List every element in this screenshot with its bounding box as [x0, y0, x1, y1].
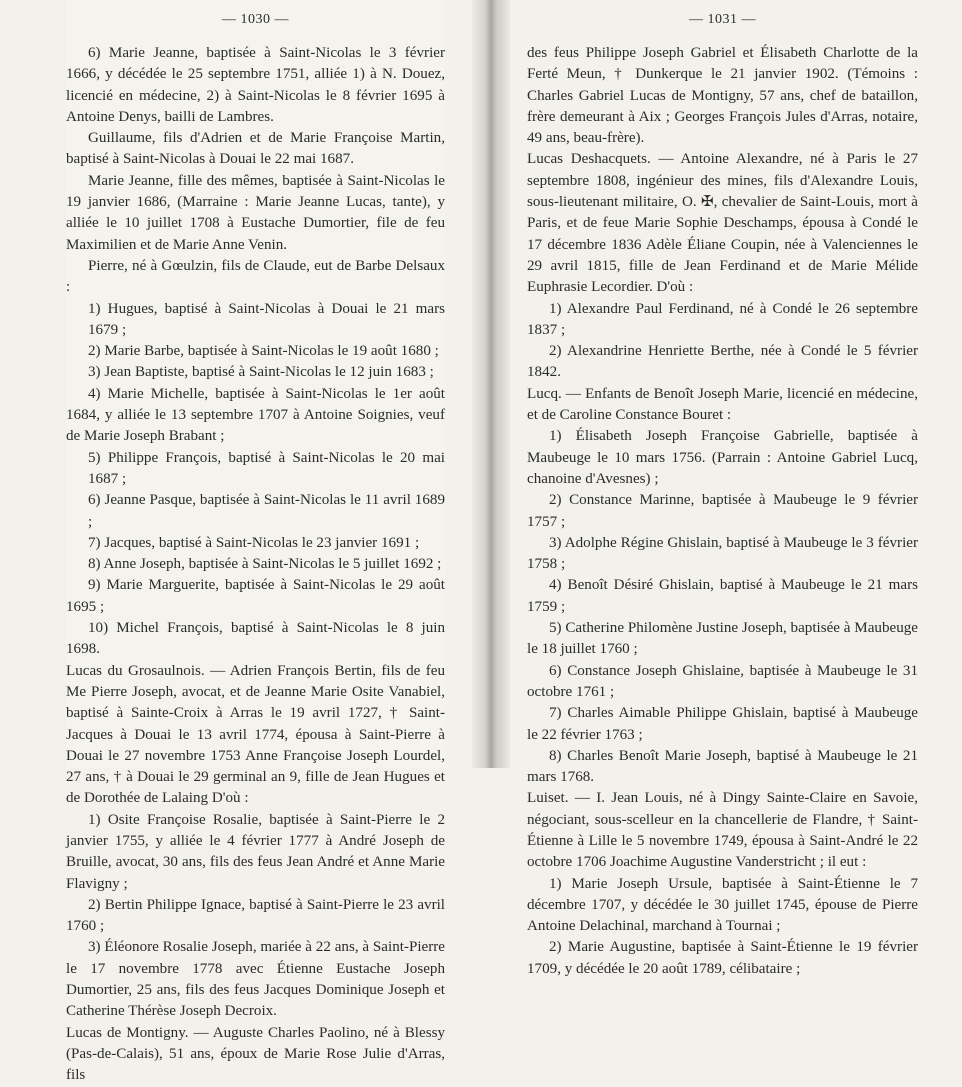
list-item: 3) Éléonore Rosalie Joseph, mariée à 22 ans, à Saint-Pierre le 17 novembre 1778 avec Étienne Eustache Joseph Dumortier, 25 ans, fils des feus Jacques Dominique Joseph et Catherine Thérèse Joseph Decroix. — [66, 939, 445, 1020]
entry-heading-paragraph: Lucas du Grosaulnois. — Adrien François Bertin, fils de feu Me Pierre Joseph, avocat, et de Jeanne Marie Osite Vanabiel, baptisé à Sainte-Croix à Arras le 19 avril 1727, † Saint-Jacques à Douai le 13 avril 1774, épousa à Saint-Pierre à Douai le 27 novembre 1753 Anne Françoise Joseph Lourdel, 27 ans, † à Douai le 29 germinal an 9, fille de Jean Hugues et de Dorothée de Lalaing D'où : — [66, 662, 445, 807]
entry-paragraph: Marie Jeanne, fille des mêmes, baptisée à Saint-Nicolas le 19 janvier 1686, (Marraine : Marie Jeanne Lucas, tante), y alliée le 10 juillet 1708 à Eustache Dumortier, file de feu Maximilien et de Marie Anne Venin. — [66, 172, 445, 253]
page-number-right: — 1031 — — [689, 12, 756, 27]
entry-paragraph: Guillaume, fils d'Adrien et de Marie Françoise Martin, baptisé à Saint-Nicolas à Douai le 22 mai 1687. — [66, 130, 445, 168]
list-item: 3) Adolphe Régine Ghislain, baptisé à Maubeuge le 3 février 1758 ; — [527, 534, 918, 573]
entry-paragraph: 6) Marie Jeanne, baptisée à Saint-Nicolas le 3 février 1666, y décédée le 25 septembre 1751, alliée 1) à N. Douez, licencié en médecine, 2) à Saint-Nicolas le 8 février 1695 à Antoine Denys, bailli de Lambres. — [66, 45, 445, 125]
list-item: 2) Bertin Philippe Ignace, baptisé à Saint-Pierre le 23 avril 1760 ; — [66, 896, 445, 935]
right-page — [527, 0, 918, 977]
entry-paragraph: des feus Philippe Joseph Gabriel et Élisabeth Charlotte de la Ferté Meun, † Dunkerque le 21 janvier 1902. (Témoins : Charles Gabriel Lucas de Montigny, 57 ans, chef de bataillon, frère demeurant à Aix ; Georges François Jules d'Arras, notaire, 49 ans, beau-frère). — [527, 45, 918, 147]
list-item: 10) Michel François, baptisé à Saint-Nicolas le 8 juin 1698. — [66, 620, 445, 658]
list-item: 9) Marie Marguerite, baptisée à Saint-Nicolas le 29 août 1695 ; — [66, 577, 445, 615]
list-item: 8) Anne Joseph, baptisée à Saint-Nicolas le 5 juillet 1692 ; — [88, 556, 442, 573]
list-item: 4) Benoît Désiré Ghislain, baptisé à Maubeuge le 21 mars 1759 ; — [527, 577, 918, 615]
list-item: 4) Marie Michelle, baptisée à Saint-Nicolas le 1er août 1684, y alliée le 13 septembre 1707 à Antoine Soignies, veuf de Marie Joseph Brabant ; — [66, 385, 445, 445]
entry-paragraph: Pierre, né à Gœulzin, fils de Claude, eut de Barbe Delsaux : — [66, 257, 445, 296]
entry-heading-paragraph: Lucas de Montigny. — Auguste Charles Paolino, né à Blessy (Pas-de-Calais), 51 ans, époux de Marie Rose Julie d'Arras, fils — [66, 1024, 445, 1084]
entry-heading-paragraph: Lucq. — Enfants de Benoît Joseph Marie, licencié en médecine, et de Caroline Constance Bouret : — [527, 385, 918, 424]
list-item: 7) Charles Aimable Philippe Ghislain, baptisé à Maubeuge le 22 février 1763 ; — [527, 705, 918, 743]
list-item: 2) Marie Augustine, baptisée à Saint-Étienne le 19 février 1709, y décédée le 20 août 1789, célibataire ; — [527, 939, 918, 977]
list-item: 6) Constance Joseph Ghislaine, baptisée à Maubeuge le 31 octobre 1761 ; — [527, 662, 918, 700]
list-item: 2) Constance Marinne, baptisée à Maubeuge le 9 février 1757 ; — [527, 492, 918, 530]
list-item: 5) Philippe François, baptisé à Saint-Nicolas le 20 mai 1687 ; — [88, 449, 445, 487]
list-item: 1) Alexandre Paul Ferdinand, né à Condé le 26 septembre 1837 ; — [527, 300, 918, 338]
list-item: 3) Jean Baptiste, baptisé à Saint-Nicolas le 12 juin 1683 ; — [88, 364, 434, 381]
page-number-left: — 1030 — — [222, 12, 289, 27]
list-item: 1) Hugues, baptisé à Saint-Nicolas à Douai le 21 mars 1679 ; — [88, 300, 445, 338]
list-item: 2) Marie Barbe, baptisée à Saint-Nicolas le 19 août 1680 ; — [88, 343, 439, 360]
list-item: 7) Jacques, baptisé à Saint-Nicolas le 23 janvier 1691 ; — [88, 534, 420, 551]
list-item: 6) Jeanne Pasque, baptisée à Saint-Nicolas le 11 avril 1689 ; — [88, 492, 445, 530]
list-item: 5) Catherine Philomène Justine Joseph, baptisée à Maubeuge le 18 juillet 1760 ; — [527, 620, 918, 658]
entry-heading-paragraph: Luiset. — I. Jean Louis, né à Dingy Sainte-Claire en Savoie, négociant, sous-scelleur en la chancellerie de Flandre, † Saint-Étienne à Lille le 5 novembre 1749, épousa à Saint-André le 22 octobre 1706 Joachime Augustine Vanderstricht ; il eut : — [527, 790, 918, 871]
list-item: 1) Élisabeth Joseph Françoise Gabrielle, baptisée à Maubeuge le 10 mars 1756. (Parrain : Antoine Gabriel Lucq, chanoine d'Avesnes) ; — [527, 428, 918, 487]
list-item: 1) Osite Françoise Rosalie, baptisée à Saint-Pierre le 2 janvier 1755, y alliée le 4 février 1777 à André Joseph de Bruille, avocat, 30 ans, fils des feus Jean André et Anne Marie Flavigny ; — [66, 811, 445, 892]
book-gutter — [472, 0, 510, 768]
list-item: 8) Charles Benoît Marie Joseph, baptisé à Maubeuge le 21 mars 1768. — [527, 747, 918, 786]
list-item: 2) Alexandrine Henriette Berthe, née à Condé le 5 février 1842. — [527, 343, 918, 381]
left-page — [66, 0, 445, 1084]
entry-heading-paragraph: Lucas Deshacquets. — Antoine Alexandre, né à Paris le 27 septembre 1808, ingénieur des mines, fils d'Alexandre Louis, sous-lieutenant militaire, O. ✠, chevalier de Saint-Louis, mort à Paris, et de feue Marie Sophie Deschamps, épousa à Condé le 17 décembre 1836 Adèle Éliane Coupin, née à Valenciennes le 29 avril 1815, fille de Jean Ferdinand et de Marie Mélide Euphrasie Lecordier. D'où : — [527, 151, 918, 296]
list-item: 1) Marie Joseph Ursule, baptisée à Saint-Étienne le 7 décembre 1707, y décédée le 30 juillet 1745, épouse de Pierre Antoine Delachinal, marchand à Tournai ; — [527, 875, 918, 935]
